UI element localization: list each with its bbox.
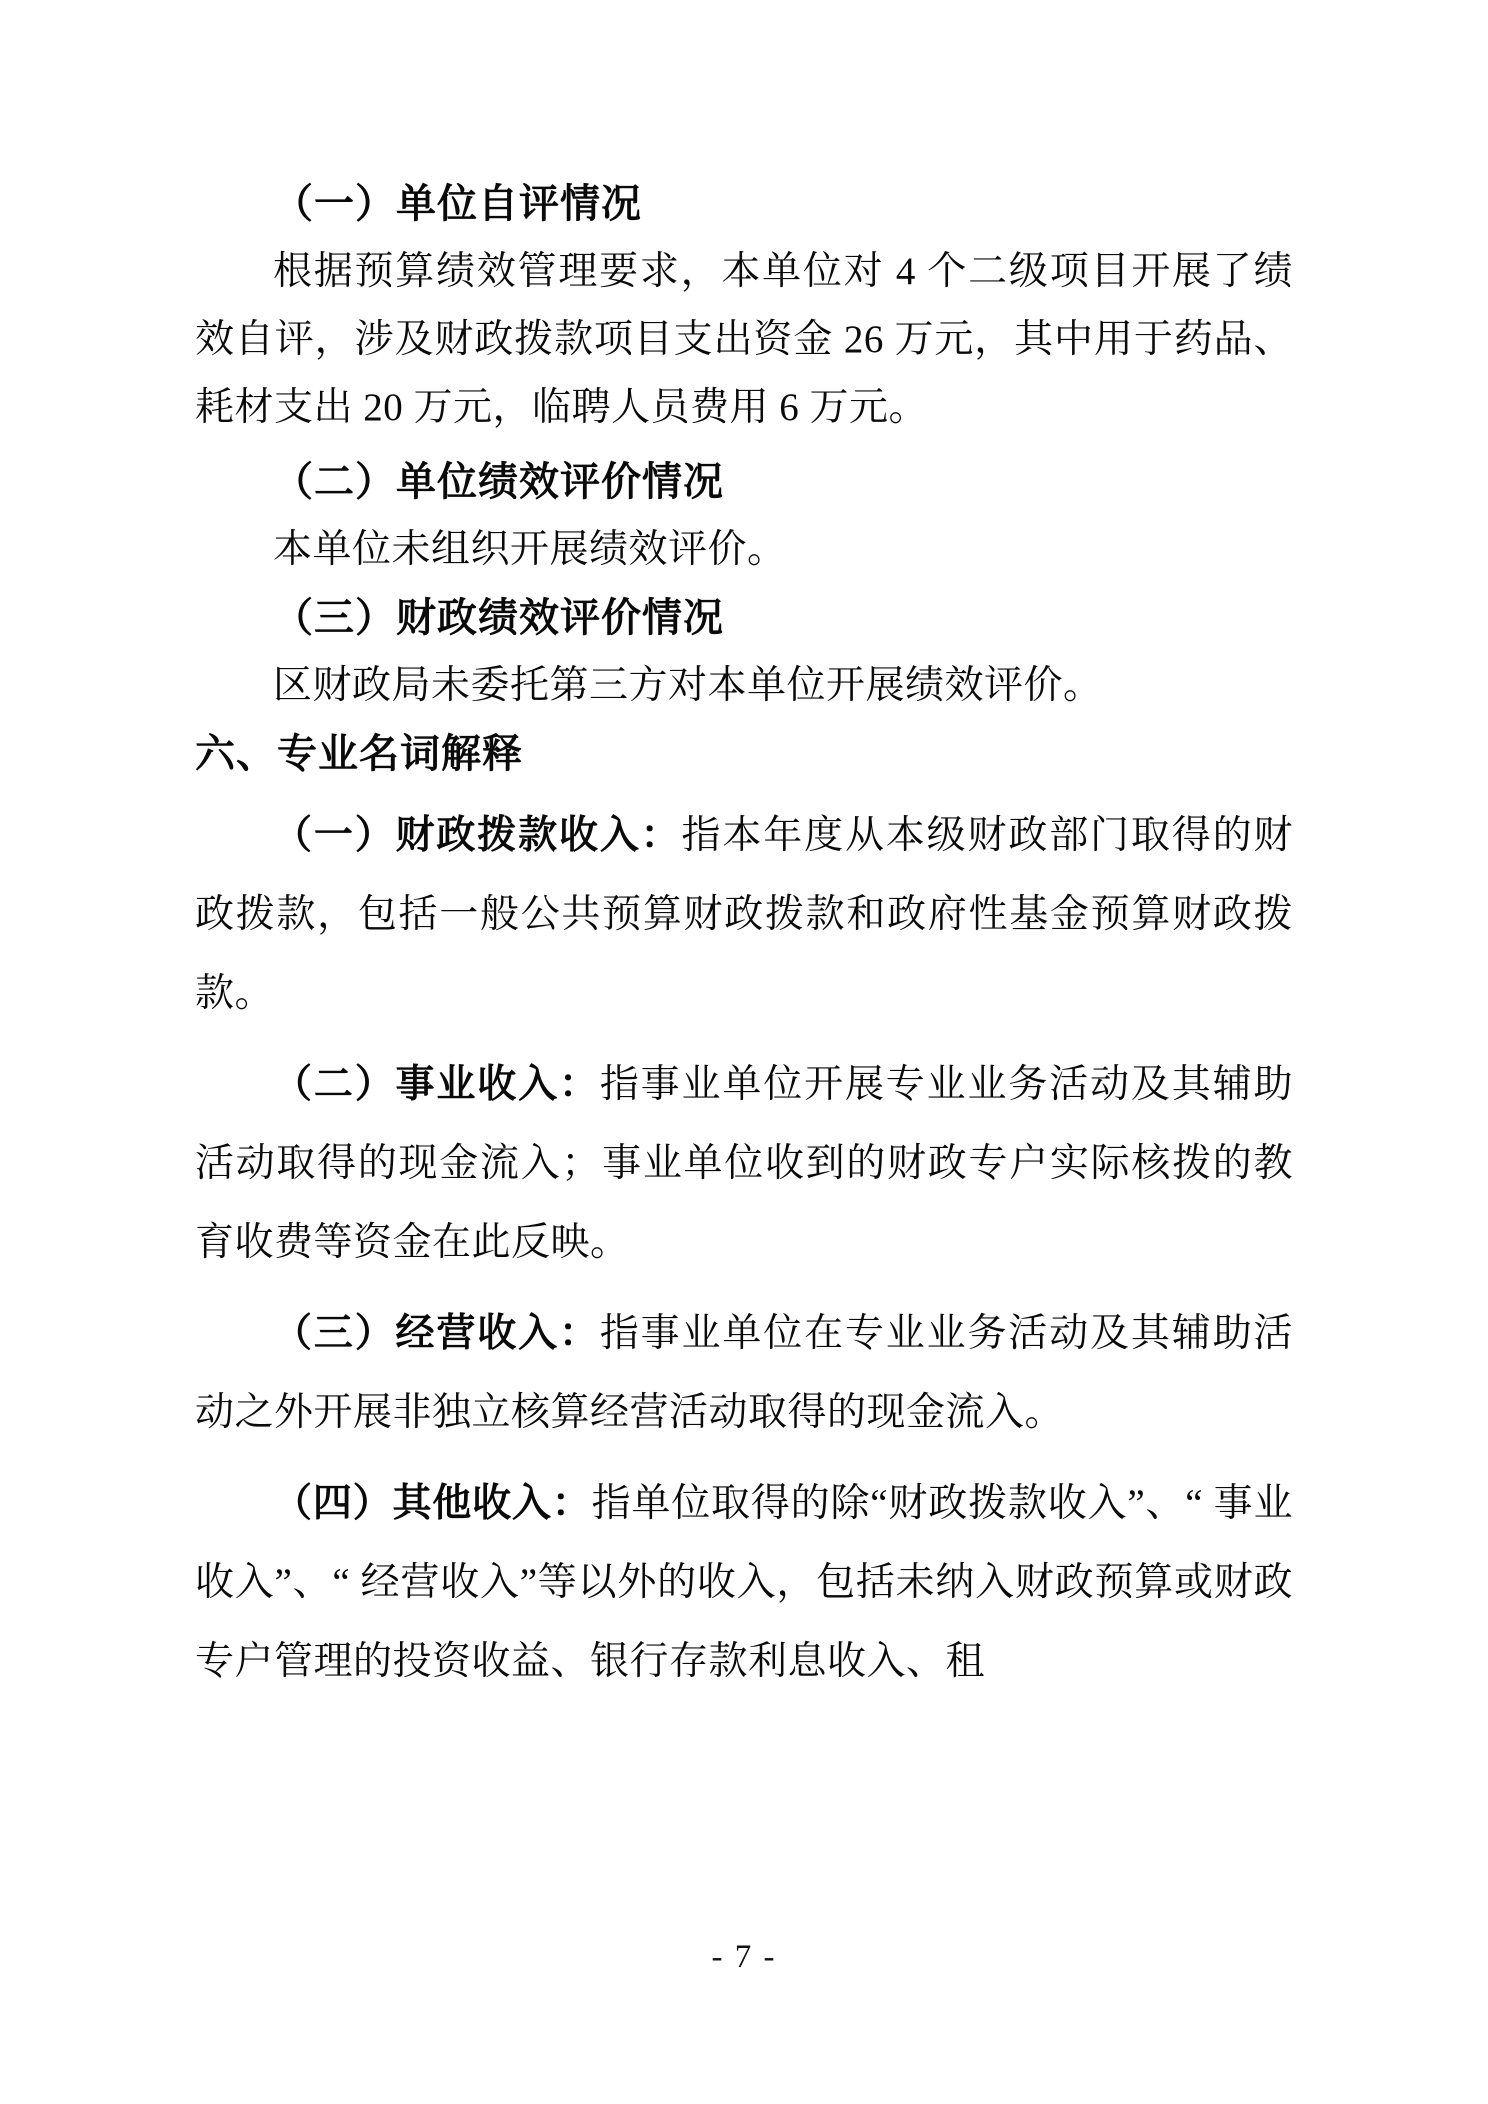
section-paragraph-unit-performance-eval: 本单位未组织开展绩效评价。 xyxy=(273,528,787,571)
document-body xyxy=(195,170,1293,1701)
section-paragraph-finance-performance-eval: 区财政局未委托第三方对本单位开展绩效评价。 xyxy=(273,664,1103,707)
page-number: - 7 - xyxy=(711,1939,777,1975)
term-label: （二）事业收入： xyxy=(273,1063,600,1106)
section-paragraph-unit-self-eval: 根据预算绩效管理要求，本单位对 4 个二级项目开展了绩效自评，涉及财政拨款项目支出资金 26 万元，其中用于药品、耗材支出 20 万元，临聘人员费用 6 万元。 xyxy=(195,250,1293,429)
section-heading-finance-performance-eval: （三）财政绩效评价情况 xyxy=(273,595,724,640)
term-fiscal-appropriation-income xyxy=(195,796,1293,1033)
term-label: （三）经营收入： xyxy=(273,1312,600,1355)
term-body: 指事业单位开展专业业务活动及其辅助活动取得的现金流入；事业单位收到的财政专户实际核拨的教育收费等资金在此反映。 xyxy=(195,1063,1293,1264)
chapter-heading-terminology: 六、专业名词解释 xyxy=(195,731,523,776)
spacer xyxy=(195,1452,1293,1464)
term-operating-income xyxy=(195,1294,1293,1452)
term-body: 指事业单位在专业业务活动及其辅助活动之外开展非独立核算经营活动取得的现金流入。 xyxy=(195,1312,1293,1434)
term-label: （一）财政拨款收入： xyxy=(273,814,682,857)
spacer xyxy=(195,1033,1293,1045)
term-other-income xyxy=(195,1464,1293,1701)
term-body: 指单位取得的除“财政拨款收入”、“ 事业收入”、“ 经营收入”等以外的收入，包括未纳入财政预算或财政专户管理的投资收益、银行存款利息收入、租 xyxy=(195,1482,1293,1683)
term-business-income xyxy=(195,1045,1293,1282)
spacer xyxy=(195,1282,1293,1294)
section-heading-unit-self-eval: （一）单位自评情况 xyxy=(273,181,642,226)
term-body: 指本年度从本级财政部门取得的财政拨款，包括一般公共预算财政拨款和政府性基金预算财政拨款。 xyxy=(195,814,1293,1015)
section-heading-unit-performance-eval: （二）单位绩效评价情况 xyxy=(273,459,724,504)
term-label: （四）其他收入： xyxy=(273,1482,592,1525)
